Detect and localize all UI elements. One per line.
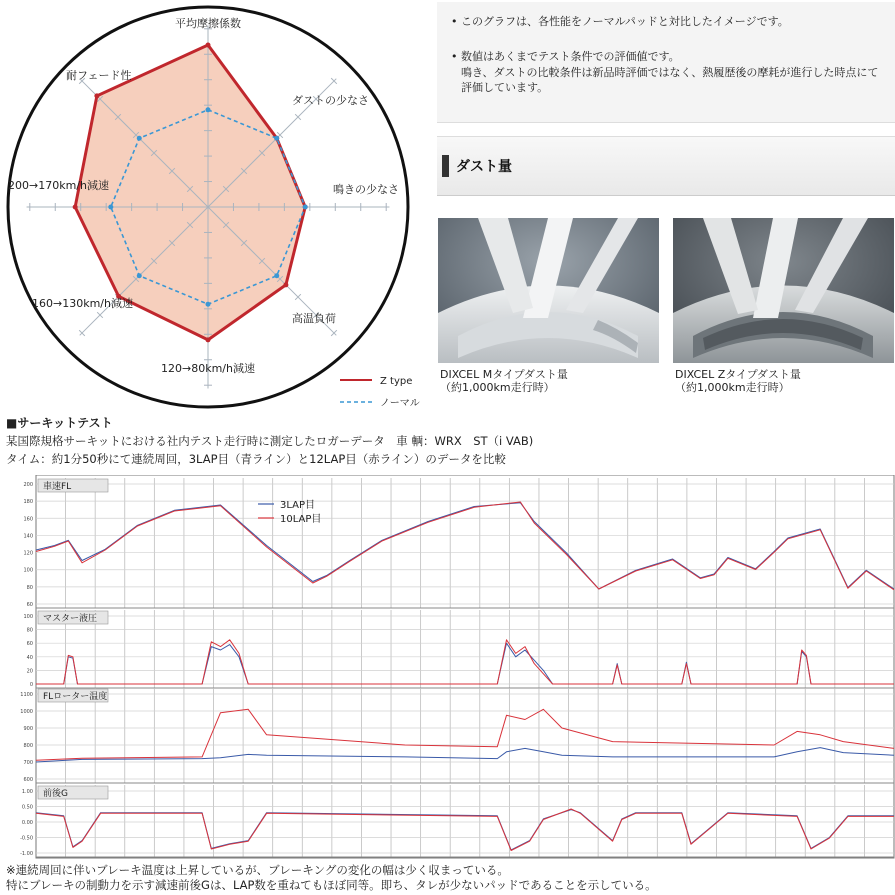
radar-point-normal (303, 205, 308, 210)
caption-m-line2: （約1,000km走行時） (440, 381, 555, 394)
logger-legend-label: 3LAP目 (280, 500, 316, 511)
y-tick-label: 200 (23, 482, 33, 488)
radar-axis-label: 160→130km/h減速 (32, 297, 133, 310)
radar-point-normal (137, 273, 142, 278)
legend-label: ノーマル (380, 398, 420, 409)
y-tick-label: 120 (23, 550, 33, 557)
radar-point-normal (206, 302, 211, 307)
radar-point-z-type (206, 43, 211, 48)
radar-point-normal (206, 107, 211, 112)
dust-photo-m-type (438, 218, 659, 363)
footnote-line2: 特にブレーキの制動力を示す減速前後Gは、LAP数を重ねてもほぼ同等。即ち、タレが少ないパッドであることを示している。 (6, 878, 657, 892)
panel-label: マスター液圧 (43, 614, 98, 624)
caption-m-type (440, 368, 568, 394)
section-marker-icon (442, 155, 449, 177)
radar-axis-label: 120→80km/h減速 (161, 362, 255, 375)
y-tick-label: 60 (26, 641, 33, 648)
footnote-line1: ※連続周回に伴いブレーキ温度は上昇しているが、ブレーキングの変化の幅は少く収まっている。 (6, 863, 509, 877)
note-2: 数値はあくまでテスト条件での評価値です。 (461, 50, 680, 63)
radar-axis-label: 200→170km/h減速 (8, 179, 109, 192)
y-tick-label: 0.50 (21, 804, 33, 811)
note-3: 鳴き、ダストの比較条件は新品時評価ではなく、熱履歴後の摩耗が進行した時点にて評価しています。 (461, 66, 879, 94)
dust-section-title: ダスト量 (456, 159, 512, 175)
y-tick-label: 600 (23, 777, 33, 783)
y-tick-label: 160 (23, 516, 33, 523)
circuit-desc-line2: タイム：約1分50秒にて連続周回，3LAP目（青ライン）と12LAP目（赤ライン）のデータを比較 (6, 452, 506, 466)
y-tick-label: 80 (26, 627, 33, 634)
caption-z-line1: DIXCEL Zタイプダスト量 (675, 368, 801, 381)
circuit-test-title: ■サーキットテスト (6, 416, 113, 430)
radar-point-z-type (206, 337, 211, 342)
y-tick-label: 140 (23, 533, 33, 540)
y-tick-label: -1.00 (20, 851, 33, 857)
radar-point-z-type (283, 282, 288, 287)
y-tick-label: 100 (23, 614, 33, 620)
y-tick-label: 80 (26, 584, 33, 591)
radar-axis-label: 平均摩擦係数 (175, 17, 241, 30)
radar-chart (0, 0, 430, 410)
radar-axis-label: 高温負荷 (292, 312, 336, 325)
y-tick-label: 1100 (20, 692, 33, 698)
logger-legend-label: 10LAP目 (280, 514, 322, 525)
caption-m-line1: DIXCEL Mタイプダスト量 (440, 368, 568, 381)
legend-label: Z type (380, 376, 413, 387)
note-bullet-2: • 数値はあくまでテスト条件での評価値です。 (451, 50, 680, 63)
y-tick-label: 180 (23, 499, 33, 506)
panel-label: FLローター温度 (43, 692, 108, 702)
notes-box (437, 2, 895, 123)
radar-axis-label: ダストの少なさ (292, 94, 369, 107)
radar-axis-label: 耐フェード性 (66, 69, 132, 82)
radar-point-z-type (94, 93, 99, 98)
circuit-desc-line1: 某国際規格サーキットにおける社内テスト走行時に測定したロガーデータ 車 輌：WRX ST（i VAB) (6, 434, 534, 448)
logger-chart (8, 475, 895, 860)
radar-point-normal (274, 136, 279, 141)
dust-photo-z-type (673, 218, 894, 363)
y-tick-label: 1000 (20, 709, 33, 715)
panel-label: 前後G (43, 789, 68, 799)
y-tick-label: 20 (26, 668, 33, 675)
panel-label: 車速FL (43, 482, 72, 492)
caption-z-line2: （約1,000km走行時） (675, 381, 790, 394)
y-tick-label: 0.00 (21, 820, 33, 826)
y-tick-label: 100 (23, 567, 33, 574)
y-tick-label: 40 (26, 654, 33, 661)
y-tick-label: 800 (23, 743, 33, 749)
y-tick-label: 700 (23, 760, 33, 766)
y-tick-label: 60 (26, 602, 33, 608)
y-tick-label: 1.00 (21, 789, 33, 795)
y-tick-label: -0.50 (20, 835, 33, 842)
radar-axis-label: 鳴きの少なさ (333, 183, 399, 196)
radar-point-normal (274, 273, 279, 278)
radar-point-normal (137, 136, 142, 141)
caption-z-type (675, 368, 801, 394)
note-1: このグラフは、各性能をノーマルパッドと対比したイメージです。 (461, 15, 789, 28)
radar-point-normal (108, 205, 113, 210)
note-bullet-1: • このグラフは、各性能をノーマルパッドと対比したイメージです。 (451, 15, 789, 28)
radar-point-z-type (73, 205, 78, 210)
y-tick-label: 900 (23, 726, 33, 732)
logger-frame (36, 475, 894, 858)
y-tick-label: 0 (29, 682, 33, 688)
